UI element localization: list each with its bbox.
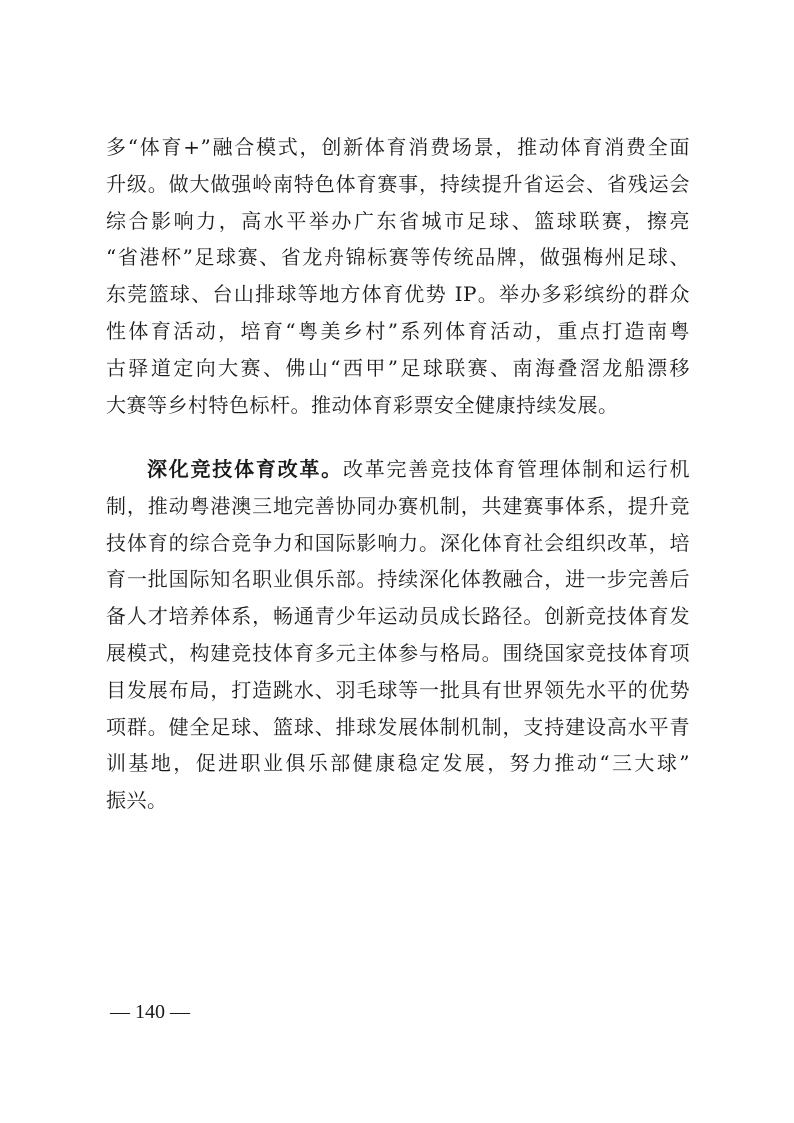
text-line: 展模式，构建竞技体育多元主体参与格局。围绕国家竞技体育项 [106,640,690,665]
text-line: 项群。健全足球、篮球、排球发展体制机制，支持建设高水平青 [106,714,690,739]
text-line: 升级。做大做强岭南特色体育赛事，持续提升省运会、省残运会 [106,171,690,196]
text-line: 古驿道定向大赛、佛山“西甲”足球联赛、南海叠滘龙船漂移 [106,355,690,380]
text-line: 制，推动粤港澳三地完善协同办赛机制，共建赛事体系，提升竞 [106,493,690,518]
text-line: 东莞篮球、台山排球等地方体育优势 IP。举办多彩缤纷的群众 [106,282,690,307]
text-line: 性体育活动，培育“粤美乡村”系列体育活动，重点打造南粤 [106,318,690,343]
text-line: 育一批国际知名职业俱乐部。持续深化体教融合，进一步完善后 [106,567,690,592]
text-line: 多“体育+”融合模式，创新体育消费场景，推动体育消费全面 [106,135,690,159]
text-line: 目发展布局，打造跳水、羽毛球等一批具有世界领先水平的优势 [106,677,690,702]
text-line: “省港杯”足球赛、省龙舟锦标赛等传统品牌，做强梅州足球、 [106,245,690,270]
text-line: 技体育的综合竞争力和国际影响力。深化体育社会组织改革，培 [106,530,690,555]
text-line-first [106,451,690,488]
text-line: 综合影响力，高水平举办广东省城市足球、篮球联赛，擦亮 [106,208,690,233]
paragraph-lead-heading: 深化竞技体育改革。 [147,457,343,481]
text-line: 备人才培养体系，畅通青少年运动员成长路径。创新竞技体育发 [106,604,690,629]
paragraph-sports-consumption [106,129,690,423]
text-line: 训基地，促进职业俱乐部健康稳定发展，努力推动“三大球” [106,751,690,776]
page-number: — 140 — [110,1001,190,1023]
paragraph-competitive-sports-reform [106,451,690,819]
paragraph-lead-text: 改革完善竞技体育管理体制和运行机 [342,457,690,481]
text-line: 大赛等乡村特色标杆。推动体育彩票安全健康持续发展。 [106,392,619,417]
text-line: 振兴。 [106,788,168,813]
